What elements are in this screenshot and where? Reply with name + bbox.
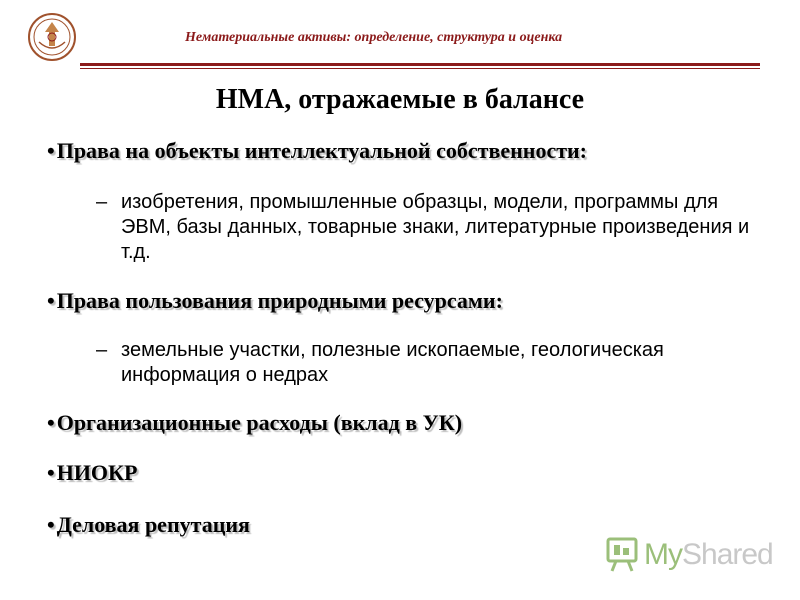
projector-board-icon <box>606 537 638 573</box>
watermark-shared: Shared <box>682 538 773 571</box>
bullet-label: НИОКР <box>56 460 138 485</box>
university-emblem-icon <box>27 12 77 62</box>
bullet-resource-rights <box>47 288 503 314</box>
bullet-dot: • <box>47 460 55 485</box>
bullet-label: Деловая репутация <box>56 512 250 537</box>
bullet-dot: • <box>47 410 55 435</box>
watermark-my: My <box>644 538 682 571</box>
bullet-label: Права на объекты интеллектуальной собственности: <box>56 138 588 163</box>
bullet-label: Организационные расходы (вклад в УК) <box>56 410 463 435</box>
sub-item-ip-rights <box>96 190 756 265</box>
header-rule-thin <box>80 68 760 69</box>
header-title: Нематериальные активы: определение, структура и оценка <box>185 30 563 45</box>
bullet-rnd <box>47 460 137 486</box>
bullet-org-expenses <box>47 410 462 436</box>
sub-dash: – <box>96 191 108 213</box>
bullet-dot: • <box>47 512 55 537</box>
watermark-text <box>644 538 773 572</box>
sub-item-resource-rights <box>96 338 756 388</box>
bullet-label: Права пользования природными ресурсами: <box>56 288 503 313</box>
bullet-goodwill <box>47 512 250 538</box>
bullet-ip-rights <box>47 138 587 164</box>
sub-text: земельные участки, полезные ископаемые, геологическая информация о недрах <box>121 339 664 386</box>
sub-dash: – <box>96 339 108 361</box>
slide-title: НМА, отражаемые в балансе <box>215 84 585 115</box>
header-rule-thick <box>80 63 760 66</box>
sub-text: изобретения, промышленные образцы, модели, программы для ЭВМ, базы данных, товарные знаки, литературные произведения и т.д. <box>121 191 750 263</box>
bullet-dot: • <box>47 288 55 313</box>
bullet-dot: • <box>47 138 55 163</box>
myshared-watermark <box>606 535 773 575</box>
